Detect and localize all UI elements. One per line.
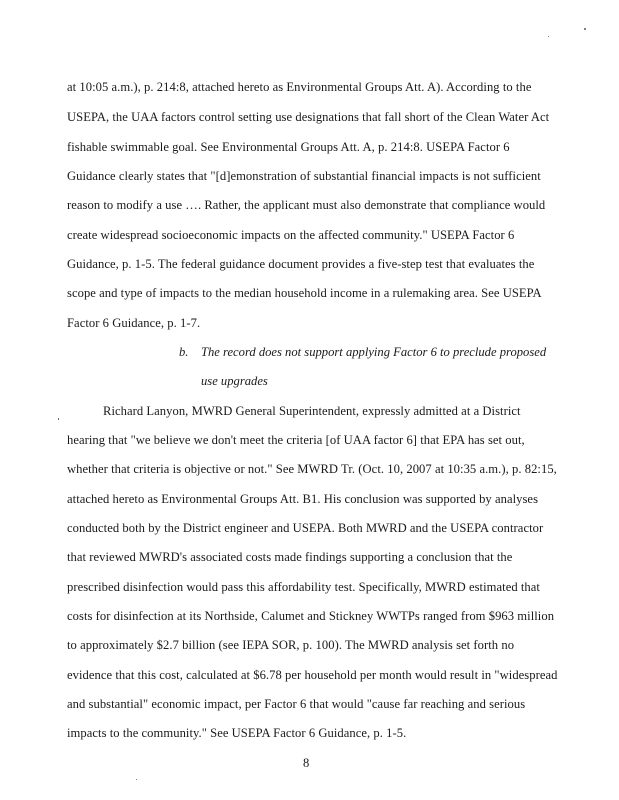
- paragraph-2-line-9: to approximately $2.7 billion (see IEPA SOR, p. 100). The MWRD analysis set forth no: [67, 638, 515, 652]
- paragraph-2-line-11: and substantial" economic impact, per Factor 6 that would "cause far reaching and serious: [67, 697, 526, 711]
- paragraph-1-line-4: Guidance clearly states that "[d]emonstration of substantial financial impacts is not sufficient: [67, 169, 541, 183]
- paragraph-2-line-6: that reviewed MWRD's associated costs made findings supporting a conclusion that the: [67, 550, 513, 564]
- paragraph-2-line-2: hearing that "we believe we don't meet the criteria [of UAA factor 6] that EPA has set out,: [67, 433, 525, 447]
- paragraph-1-line-8: scope and type of impacts to the median household income in a rulemaking area. See USEPA: [67, 286, 542, 300]
- paragraph-2-line-1: Richard Lanyon, MWRD General Superintendent, expressly admitted at a District: [103, 404, 521, 418]
- paragraph-2-line-3: whether that criteria is objective or not." See MWRD Tr. (Oct. 10, 2007 at 10:35 a.m.), p. 82:15,: [67, 462, 557, 476]
- section-heading-line-1: The record does not support applying Factor 6 to preclude proposed: [201, 345, 547, 359]
- scan-speck: [136, 779, 137, 780]
- scan-speck: [584, 28, 586, 30]
- paragraph-1-line-2: USEPA, the UAA factors control setting use designations that fall short of the Clean Water Act: [67, 110, 550, 124]
- paragraph-2-line-8: costs for disinfection at its Northside, Calumet and Stickney WWTPs ranged from $963 million: [67, 609, 555, 623]
- paragraph-2-line-5: conducted both by the District engineer and USEPA. Both MWRD and the USEPA contractor: [67, 521, 544, 535]
- paragraph-2-line-10: evidence that this cost, calculated at $6.78 per household per month would result in "widespread: [67, 668, 558, 682]
- paragraph-1-line-9: Factor 6 Guidance, p. 1-7.: [67, 316, 201, 330]
- scan-speck: [548, 36, 549, 37]
- section-heading-line-2: use upgrades: [201, 374, 268, 388]
- paragraph-2-line-7: prescribed disinfection would pass this affordability test. Specifically, MWRD estimated that: [67, 580, 540, 594]
- page-number: 8: [303, 756, 310, 770]
- paragraph-1-line-7: Guidance, p. 1-5. The federal guidance document provides a five-step test that evaluates the: [67, 257, 535, 271]
- scan-speck: [58, 418, 59, 420]
- paragraph-1-line-6: create widespread socioeconomic impacts on the affected community." USEPA Factor 6: [67, 228, 515, 242]
- paragraph-2-line-12: impacts to the community." See USEPA Factor 6 Guidance, p. 1-5.: [67, 726, 407, 740]
- paragraph-1-line-5: reason to modify a use …. Rather, the applicant must also demonstrate that compliance would: [67, 198, 546, 212]
- paragraph-2-line-4: attached hereto as Environmental Groups Att. B1. His conclusion was supported by analyses: [67, 492, 539, 506]
- paragraph-1-line-3: fishable swimmable goal. See Environmental Groups Att. A, p. 214:8. USEPA Factor 6: [67, 140, 510, 154]
- section-heading-number: b.: [179, 345, 189, 359]
- paragraph-1-line-1: at 10:05 a.m.), p. 214:8, attached hereto as Environmental Groups Att. A). According to the: [67, 80, 532, 94]
